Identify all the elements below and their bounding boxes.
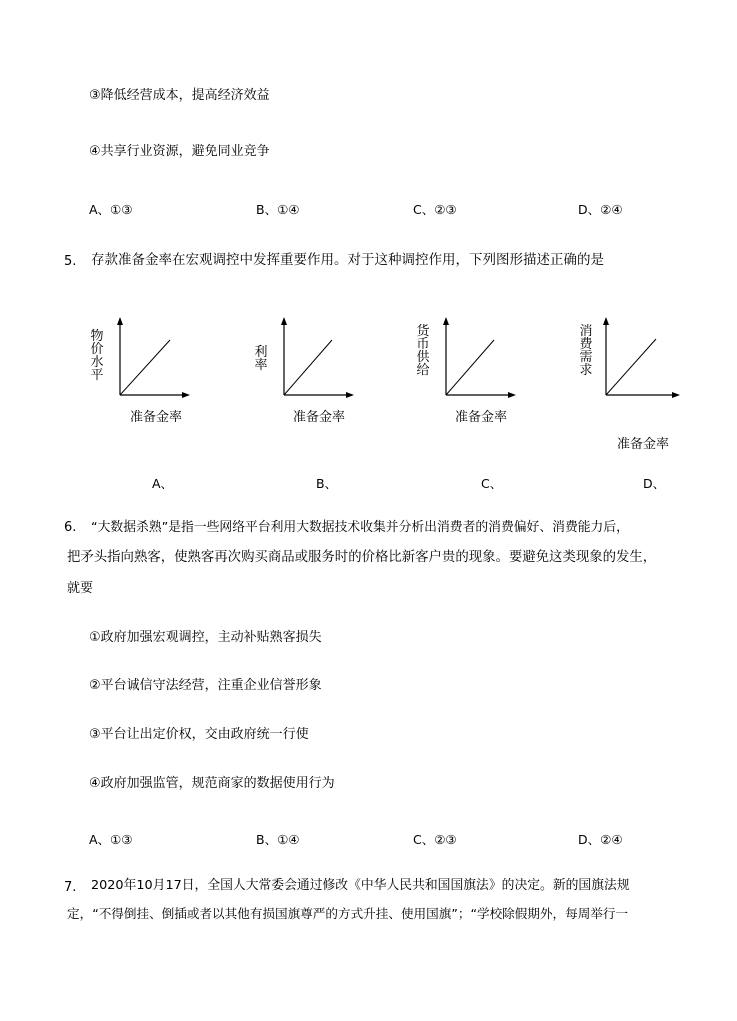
- q4-option-c: C、②③: [413, 202, 457, 217]
- q7-stem-line-2: 定，“不得倒挂、倒插或者以其他有损国旗尊严的方式升挂、使用国旗”；“学校除假期外，每周举行一: [67, 906, 629, 921]
- graph-a-xlabel: 准备金率: [130, 410, 183, 425]
- graph-b: [276, 315, 356, 405]
- graph-option-b: B、: [316, 476, 338, 491]
- q7-stem-line-1: 2020年10月17日，全国人大常委会通过修改《中华人民共和国国旗法》的决定。新的国旗法规: [91, 878, 630, 893]
- graph-c: [438, 315, 518, 405]
- q6-item-3: ③平台让出定价权，交由政府统一行使: [89, 727, 309, 742]
- q5-stem: 存款准备金率在宏观调控中发挥重要作用。对于这种调控作用，下列图形描述正确的是: [91, 252, 604, 268]
- q6-option-c: C、②③: [413, 832, 457, 847]
- q6-option-b: B、①④: [256, 832, 300, 847]
- q4-option-b: B、①④: [256, 202, 300, 217]
- graph-b-line: [284, 340, 332, 395]
- graph-b-ylabel: 利率: [254, 345, 268, 373]
- q6-option-d: D、②④: [578, 832, 623, 847]
- q6-number: 6.: [64, 520, 77, 535]
- q4-item-4: ④共享行业资源，避免同业竞争: [89, 144, 270, 159]
- q4-option-d: D、②④: [578, 202, 623, 217]
- q5-number: 5.: [64, 254, 77, 269]
- graph-d: [598, 315, 684, 405]
- graph-d-xlabel: 准备金率: [617, 437, 670, 452]
- q6-item-2: ②平台诚信守法经营，注重企业信誉形象: [89, 678, 322, 693]
- q6-item-1: ①政府加强宏观调控，主动补贴熟客损失: [89, 630, 322, 645]
- graph-c-ylabel: 货币供给: [416, 324, 430, 378]
- q4-option-a: A、①③: [89, 202, 133, 217]
- graph-option-a: A、: [152, 476, 174, 491]
- graph-d-ylabel: 消费需求: [579, 324, 593, 378]
- graph-c-line: [446, 340, 494, 395]
- graph-a: [112, 315, 192, 405]
- graph-c-xlabel: 准备金率: [455, 410, 508, 425]
- q4-item-3: ③降低经营成本，提高经济效益: [89, 88, 270, 103]
- graph-d-line: [606, 339, 656, 395]
- graph-b-xlabel: 准备金率: [293, 410, 346, 425]
- graph-a-ylabel: 物价水平: [90, 329, 104, 383]
- graph-option-c: C、: [481, 476, 503, 491]
- q6-stem-line-2: 把矛头指向熟客，使熟客再次购买商品或服务时的价格比新客户贵的现象。要避免这类现象的发生，: [67, 550, 657, 565]
- q6-stem-line-1: “大数据杀熟”是指一些网络平台利用大数据技术收集并分析出消费者的消费偏好、消费能力后，: [91, 520, 629, 535]
- q6-item-4: ④政府加强监管，规范商家的数据使用行为: [89, 776, 335, 791]
- q7-number: 7.: [64, 880, 77, 895]
- graph-a-line: [120, 340, 170, 395]
- graph-option-d: D、: [643, 476, 666, 491]
- q6-option-a: A、①③: [89, 832, 133, 847]
- q6-stem-line-3: 就要: [67, 581, 94, 596]
